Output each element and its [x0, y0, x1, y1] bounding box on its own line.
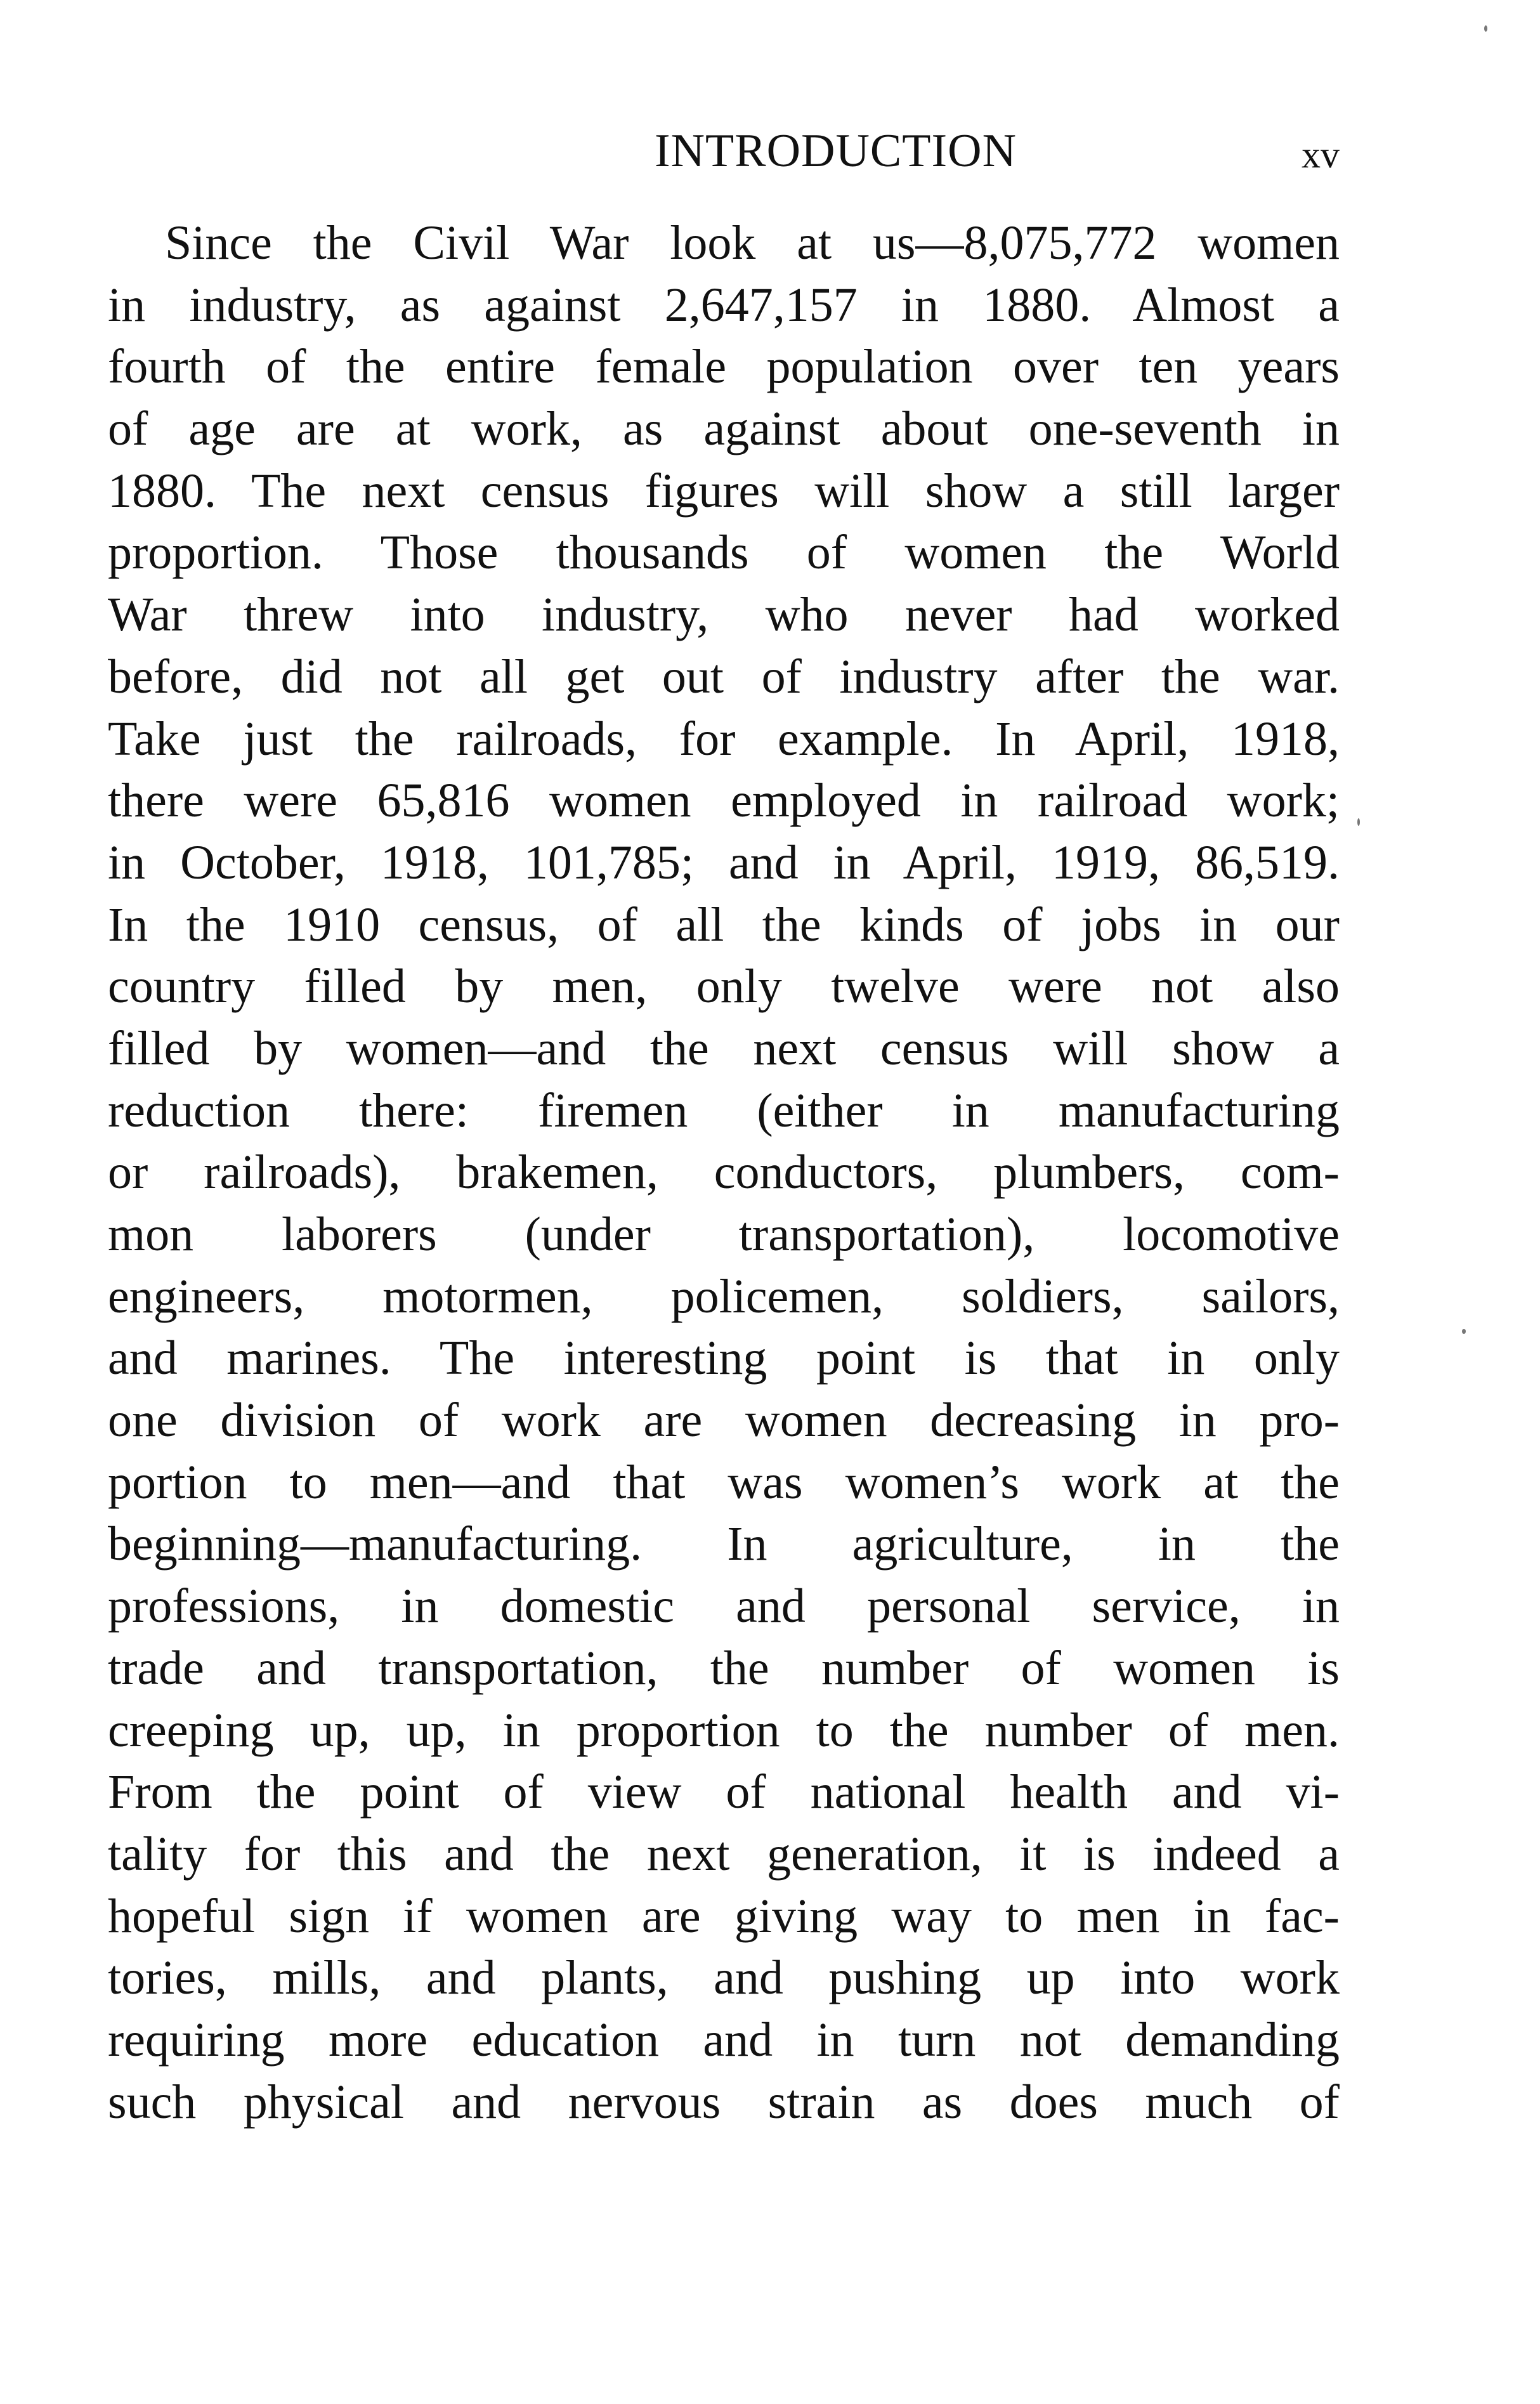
text-line: in October, 1918, 101,785; and in April, 1919, 86,519.: [108, 835, 1340, 889]
text-line: tality for this and the next generation, it is indeed a: [108, 1827, 1340, 1881]
text-line: tories, mills, and plants, and pushing up into work: [108, 1951, 1340, 2005]
text-line: creeping up, up, in proportion to the number of men.: [108, 1703, 1340, 1757]
text-line: In the 1910 census, of all the kinds of jobs in our: [108, 898, 1340, 951]
text-line: War threw into industry, who never had worked: [108, 588, 1340, 642]
text-line: engineers, motormen, policemen, soldiers, sailors,: [108, 1269, 1340, 1323]
text-line: such physical and nervous strain as does much of: [108, 2075, 1340, 2129]
text-line: professions, in domestic and personal service, in: [108, 1579, 1340, 1633]
text-line: hopeful sign if women are giving way to men in fac-: [108, 1889, 1340, 1943]
text-line: in industry, as against 2,647,157 in 1880. Almost a: [108, 278, 1340, 332]
text-line: requiring more education and in turn not demanding: [108, 2013, 1340, 2067]
text-line: filled by women—and the next census will show a: [108, 1021, 1340, 1075]
chapter-title: INTRODUCTION: [654, 125, 1017, 177]
scan-speck: [1357, 818, 1360, 826]
text-line: Since the Civil War look at us—8,075,772 women: [165, 216, 1340, 270]
text-line: one division of work are women decreasing in pro-: [108, 1394, 1340, 1447]
text-line: reduction there: firemen (either in manufacturing: [108, 1083, 1340, 1137]
scan-speck: [1484, 25, 1487, 32]
text-line: trade and transportation, the number of women is: [108, 1641, 1340, 1695]
text-line: of age are at work, as against about one-seventh in: [108, 402, 1340, 456]
running-head: [108, 119, 1340, 183]
text-line: Take just the railroads, for example. In April, 1918,: [108, 712, 1340, 766]
text-line: proportion. Those thousands of women the World: [108, 526, 1340, 580]
body-paragraph: [108, 212, 1340, 2133]
text-line: or railroads), brakemen, conductors, plumbers, com-: [108, 1146, 1340, 1199]
text-line: mon laborers (under transportation), locomotive: [108, 1208, 1340, 1261]
text-line: portion to men—and that was women’s work at the: [108, 1455, 1340, 1509]
text-line: 1880. The next census figures will show a still larger: [108, 464, 1340, 518]
text-line: and marines. The interesting point is that in only: [108, 1331, 1340, 1385]
text-line: From the point of view of national health and vi-: [108, 1765, 1340, 1819]
page-number: xv: [1302, 134, 1340, 176]
text-line: country filled by men, only twelve were not also: [108, 960, 1340, 1014]
text-line: there were 65,816 women employed in railroad work;: [108, 774, 1340, 828]
text-line: before, did not all get out of industry after the war.: [108, 650, 1340, 703]
text-line: beginning—manufacturing. In agriculture, in the: [108, 1517, 1340, 1571]
scan-speck: [1462, 1329, 1466, 1334]
text-line: fourth of the entire female population over ten years: [108, 340, 1340, 394]
